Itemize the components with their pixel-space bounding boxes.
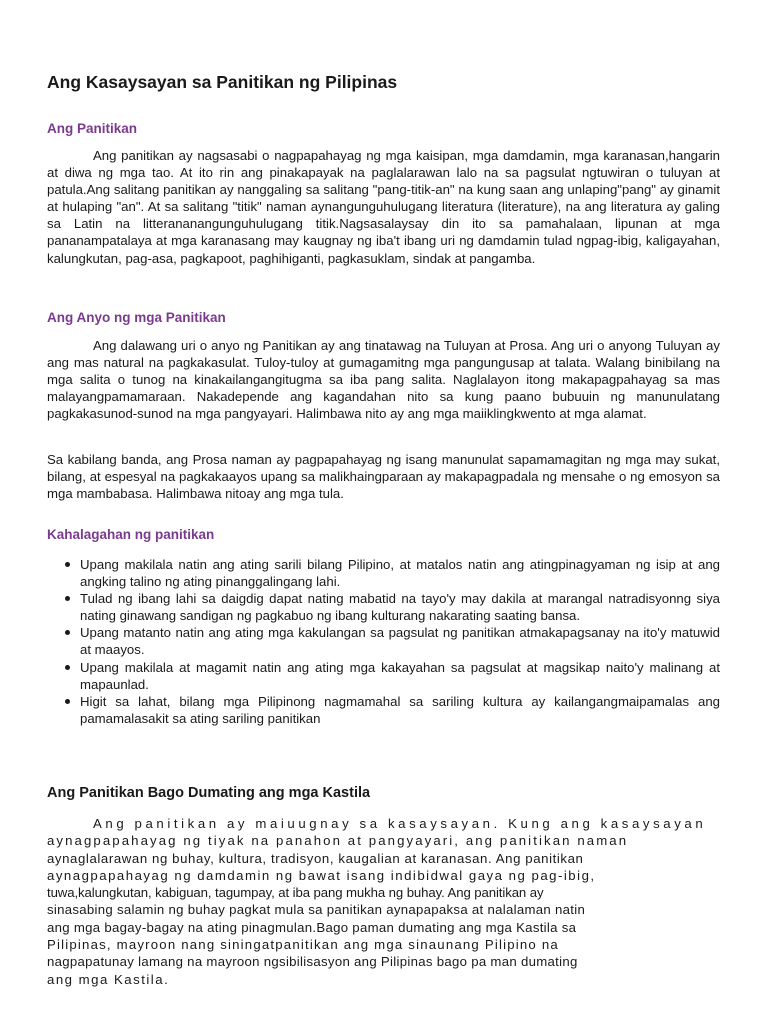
text-line: ang mga bagay-bagay na ating pinagmulan.Bago paman dumating ang mga Kastila sa	[47, 919, 577, 935]
bullet-icon	[65, 562, 70, 567]
text-line: tuwa,kalungkutan, kabiguan, tagumpay, at iba pang mukha ng buhay. Ang panitikan ay	[47, 885, 544, 901]
text-line: sinasabing salamin ng buhay pagkat mula sa panitikan aynapapaksa at nalalaman natin	[47, 902, 586, 918]
heading-anyo-ng-panitikan: Ang Anyo ng mga Panitikan	[47, 310, 226, 325]
text-line: Pilipinas, mayroon nang siningatpanitikan ang mga sinaunang Pilipino na	[47, 937, 559, 953]
heading-ang-panitikan: Ang Panitikan	[47, 121, 138, 136]
text-line: aynagpapahayag ng damdamin ng bawat isang indibidwal gaya ng pag-ibig,	[47, 867, 596, 883]
list-item	[47, 590, 720, 624]
paragraph-ang-panitikan	[47, 147, 720, 267]
paragraph-anyo-2: Sa kabilang banda, ang Prosa naman ay pagpapahayag ng isang manunulat sapamamagitan ng mga may sukat, bilang, at espesyal na pagkakaayos upang sa malikhaingparaan ay makapagpadala ng mensahe o ng emosyon sa mga mambabasa. Halimbawa nitoay ang mga tula.	[47, 452, 720, 502]
text-line: aynaglalarawan ng buhay, kultura, tradisyon, kaugalian at karanasan. Ang panitikan	[47, 850, 584, 866]
bullet-icon	[65, 665, 70, 670]
list-item-text: Upang matanto natin ang ating mga kakulangan sa pagsulat ng panitikan atmakapagsanay na ito'y matuwid at maayos.	[80, 625, 720, 658]
text-line: aynagpapahayag ng tiyak na panahon at pangyayari, ang panitikan naman	[47, 833, 629, 849]
text-line: nagpapatunay lamang na mayroon ngsibilisasyon ang Pilipinas bago pa man dumating	[47, 954, 578, 970]
kahalagahan-list	[47, 556, 720, 727]
list-item	[47, 556, 720, 590]
bullet-icon	[65, 630, 70, 635]
list-item	[47, 659, 720, 693]
document-title: Ang Kasaysayan sa Panitikan ng Pilipinas	[47, 72, 398, 92]
text-line: Ang panitikan ay maiuugnay sa kasaysayan. Kung ang kasaysayan	[93, 816, 707, 831]
heading-bago-dumating-kastila: Ang Panitikan Bago Dumating ang mga Kastila	[47, 785, 371, 801]
heading-kahalagahan: Kahalagahan ng panitikan	[47, 527, 215, 542]
paragraph-anyo-1	[47, 337, 720, 422]
paragraph-text: Ang dalawang uri o anyo ng Panitikan ay ang tinatawag na Tuluyan at Prosa. Ang uri o anyong Tuluyan ay ang mas natural na pagkakasulat. Tuloy-tuloy at gumagamitng mga pangungusap at talata. Walang binibilang na mga salita o tunog na kinakailangangitugma sa iba pang salita. Naglalayon itong makapagpahayag sa mas malayangpamamaraan. Nakadepende ang kagandahan nito sa kung paano bubuuin ng manunulatang pagkakasunod-sunod na mga pangyayari. Halimbawa nito ay ang mga maiiklingkwento at mga alamat.	[47, 338, 720, 422]
list-item	[47, 624, 720, 658]
list-item-text: Upang makilala natin ang ating sarili bilang Pilipino, at matalos natin ang atingpinagyaman ng isip at ang angking talino ng ating pinanggalingang lahi.	[80, 557, 720, 590]
list-item	[47, 693, 720, 727]
bullet-icon	[65, 699, 70, 704]
paragraph-text: Ang panitikan ay nagsasabi o nagpapahayag ng mga kaisipan, mga damdamin, mga karanasan,hangarin at diwa ng mga tao. At ito rin ang pinakapayak na paglalarawan lalo na sa pagsulat ngtuwiran o tuluyan at patula.Ang salitang panitikan ay nanggaling sa salitang "pang-titik-an" na kung saan ang unlaping"pang" ay ginamit at hulaping "an". At sa salitang "titik" naman aynangunguhulugang literatura (literature), na ang literatura ay galing sa Latin na litterananangunguhulugang titik.Nagsasalaysay din ito sa pamahalaan, lipunan at mga pananampatalaya at mga karanasang may kaugnay ng iba't ibang uri ng damdamin tulad ngpag-ibig, kaligayahan, kalungkutan, pag-asa, pagkapoot, paghihiganti, pagkasuklam, sindak at pangamba.	[47, 148, 720, 266]
paragraph-bago-kastila	[47, 815, 720, 988]
list-item-text: Upang makilala at magamit natin ang ating mga kakayahan sa pagsulat at magsikap naito'y malinang at mapaunlad.	[80, 659, 720, 692]
list-item-text: Tulad ng ibang lahi sa daigdig dapat nating mabatid na tayo'y may dakila at marangal natradisyonng siya nating ginawang sandigan ng pagkabuo ng ibang kulturang nakarating saating bansa.	[80, 591, 720, 624]
text-line: ang mga Kastila.	[47, 971, 170, 987]
list-item-text: Higit sa lahat, bilang mga Pilipinong nagmamahal sa sariling kultura ay kailangangmaipamalas ang pamamalasakit sa ating sariling panitikan	[80, 693, 720, 726]
bullet-icon	[65, 596, 70, 601]
